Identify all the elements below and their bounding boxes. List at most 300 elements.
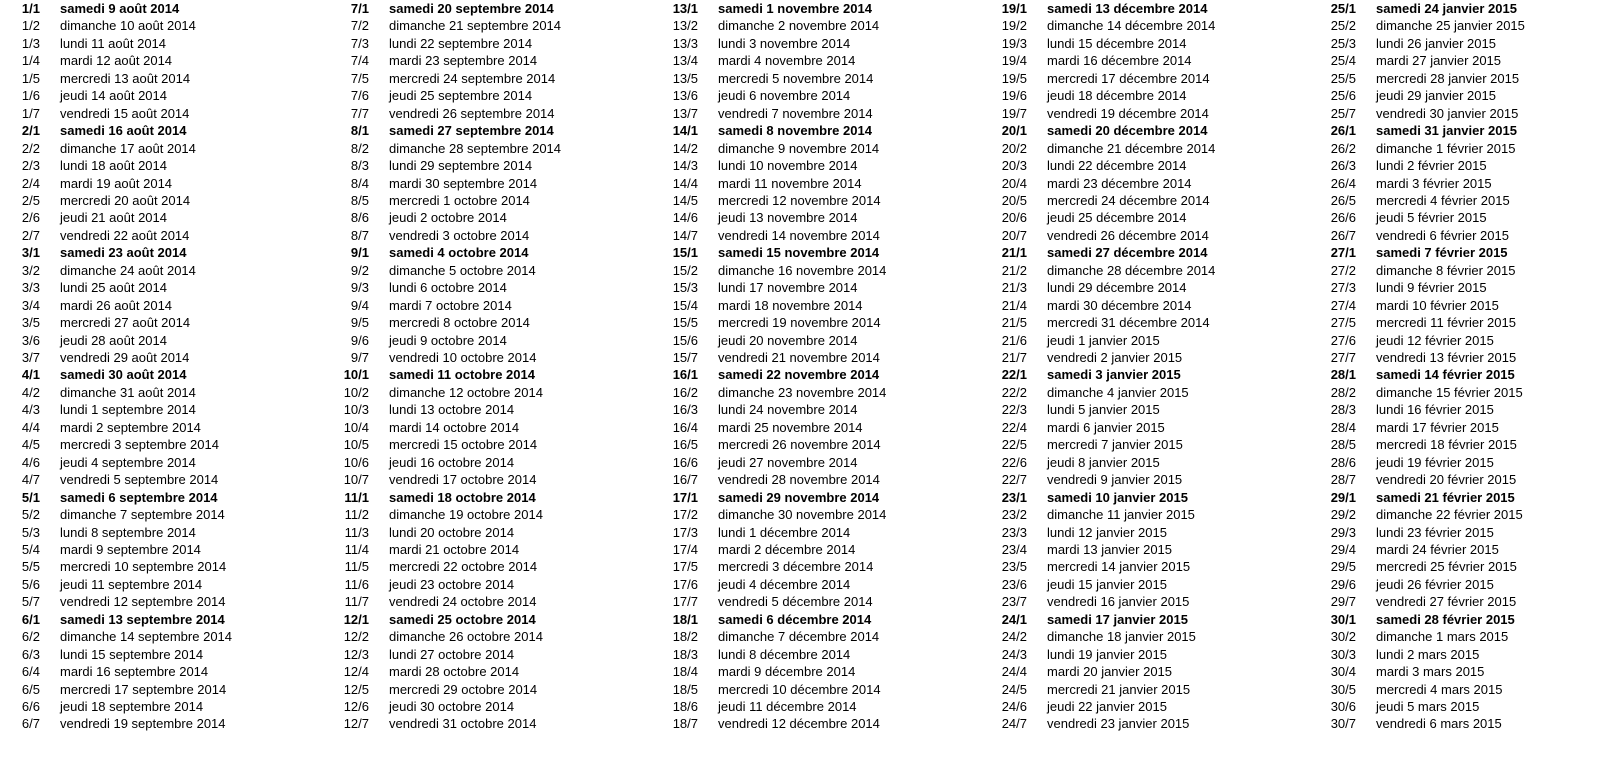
cycle-day-code: 29/6 <box>1330 576 1356 592</box>
calendar-date: jeudi 22 janvier 2015 <box>1047 699 1167 714</box>
schedule-row <box>987 541 1307 559</box>
schedule-row <box>329 646 649 664</box>
schedule-row <box>987 681 1307 699</box>
calendar-date: lundi 9 février 2015 <box>1376 280 1487 296</box>
schedule-row <box>658 244 978 262</box>
cycle-day-code: 12/3 <box>343 646 369 662</box>
schedule-row <box>987 454 1307 472</box>
cycle-day-code: 15/5 <box>672 315 698 331</box>
schedule-row <box>329 244 649 262</box>
cycle-day-code: 17/6 <box>672 576 698 592</box>
calendar-date: dimanche 28 décembre 2014 <box>1047 262 1216 278</box>
cycle-day-code: 23/6 <box>1001 576 1027 592</box>
calendar-date: jeudi 11 décembre 2014 <box>718 699 857 714</box>
schedule-row <box>0 122 320 140</box>
calendar-date: lundi 18 août 2014 <box>60 158 167 174</box>
schedule-row <box>1316 157 1620 175</box>
cycle-day-code: 2/7 <box>21 227 40 243</box>
calendar-date: jeudi 25 septembre 2014 <box>389 88 533 104</box>
schedule-row <box>987 70 1307 88</box>
cycle-day-code: 21/3 <box>1001 280 1027 296</box>
schedule-row <box>1316 558 1620 576</box>
cycle-day-code: 11/7 <box>344 594 369 610</box>
schedule-row <box>658 715 978 733</box>
calendar-date: mercredi 14 janvier 2015 <box>1047 559 1191 575</box>
schedule-row <box>658 52 978 70</box>
calendar-date: mercredi 18 février 2015 <box>1376 437 1517 453</box>
schedule-row <box>0 297 320 315</box>
schedule-row <box>329 349 649 367</box>
cycle-day-code: 13/4 <box>672 53 698 69</box>
calendar-date: mercredi 17 septembre 2014 <box>60 681 227 697</box>
cycle-day-code: 29/2 <box>1330 507 1356 523</box>
schedule-row <box>329 384 649 402</box>
cycle-day-code: 19/7 <box>1001 105 1027 121</box>
cycle-day-code: 1/1 <box>21 1 40 16</box>
calendar-date: mardi 12 août 2014 <box>60 53 173 69</box>
schedule-row <box>987 366 1307 384</box>
cycle-day-code: 24/3 <box>1001 646 1027 662</box>
schedule-row <box>0 70 320 88</box>
cycle-day-code: 26/1 <box>1330 123 1356 139</box>
schedule-row <box>987 140 1307 158</box>
calendar-date: samedi 7 février 2015 <box>1376 245 1508 261</box>
cycle-day-code: 7/6 <box>350 88 369 104</box>
calendar-date: jeudi 13 novembre 2014 <box>718 210 858 226</box>
calendar-date: jeudi 28 août 2014 <box>60 332 167 348</box>
cycle-day-code: 10/2 <box>343 384 369 400</box>
cycle-day-code: 1/5 <box>21 70 40 86</box>
calendar-date: dimanche 7 décembre 2014 <box>718 629 880 645</box>
cycle-day-code: 15/3 <box>672 280 698 296</box>
cycle-day-code: 13/2 <box>672 18 698 34</box>
calendar-date: dimanche 28 septembre 2014 <box>389 140 562 156</box>
schedule-row <box>0 698 320 716</box>
schedule-row <box>0 349 320 367</box>
schedule-row <box>329 593 649 611</box>
schedule-row <box>329 227 649 245</box>
cycle-day-code: 7/2 <box>350 18 369 34</box>
schedule-row <box>658 576 978 594</box>
calendar-date: samedi 8 novembre 2014 <box>718 123 872 139</box>
cycle-day-code: 18/2 <box>672 629 698 645</box>
cycle-day-code: 5/6 <box>21 576 40 592</box>
calendar-date: mardi 21 octobre 2014 <box>389 541 520 557</box>
cycle-day-code: 2/6 <box>21 210 40 226</box>
cycle-day-code: 21/6 <box>1001 332 1027 348</box>
schedule-row <box>0 279 320 297</box>
cycle-day-code: 21/7 <box>1001 350 1027 365</box>
schedule-row <box>0 17 320 35</box>
calendar-date: samedi 6 décembre 2014 <box>718 611 872 627</box>
calendar-date: dimanche 31 août 2014 <box>60 384 196 400</box>
cycle-day-code: 27/6 <box>1330 332 1356 348</box>
cycle-day-code: 28/7 <box>1330 472 1356 488</box>
schedule-row <box>987 384 1307 402</box>
schedule-row <box>1316 227 1620 245</box>
calendar-date: samedi 4 octobre 2014 <box>389 245 529 261</box>
schedule-row <box>0 192 320 210</box>
calendar-date: dimanche 4 janvier 2015 <box>1047 384 1189 400</box>
schedule-row <box>658 35 978 53</box>
cycle-day-code: 29/3 <box>1330 524 1356 540</box>
cycle-day-code: 15/7 <box>672 350 698 365</box>
cycle-day-code: 17/4 <box>672 541 698 557</box>
cycle-day-code: 8/4 <box>350 175 369 191</box>
calendar-date: vendredi 21 novembre 2014 <box>718 350 880 365</box>
cycle-day-code: 24/6 <box>1001 699 1027 714</box>
schedule-row <box>0 593 320 611</box>
schedule-row <box>987 157 1307 175</box>
cycle-day-code: 20/4 <box>1001 175 1027 191</box>
schedule-row <box>658 349 978 367</box>
calendar-date: jeudi 21 août 2014 <box>60 210 167 226</box>
schedule-row <box>658 122 978 140</box>
schedule-row <box>329 314 649 332</box>
calendar-date: jeudi 12 février 2015 <box>1376 332 1494 348</box>
schedule-row <box>329 0 649 18</box>
cycle-day-code: 28/1 <box>1330 367 1356 383</box>
cycle-day-code: 14/4 <box>672 175 698 191</box>
calendar-date: lundi 22 septembre 2014 <box>389 35 533 51</box>
calendar-date: mercredi 29 octobre 2014 <box>389 681 538 697</box>
schedule-row <box>1316 419 1620 437</box>
schedule-row <box>658 436 978 454</box>
calendar-date: mardi 6 janvier 2015 <box>1047 419 1165 435</box>
calendar-date: vendredi 5 décembre 2014 <box>718 594 873 610</box>
calendar-date: lundi 1 décembre 2014 <box>718 524 851 540</box>
calendar-date: lundi 10 novembre 2014 <box>718 158 858 174</box>
cycle-day-code: 19/1 <box>1001 1 1027 16</box>
calendar-date: samedi 25 octobre 2014 <box>389 611 536 627</box>
calendar-date: samedi 24 janvier 2015 <box>1376 1 1517 16</box>
calendar-date: mardi 23 septembre 2014 <box>389 53 538 69</box>
schedule-row <box>329 105 649 123</box>
calendar-date: lundi 11 août 2014 <box>60 35 167 51</box>
cycle-day-code: 22/5 <box>1001 437 1027 453</box>
cycle-day-code: 11/5 <box>344 559 369 575</box>
cycle-day-code: 14/2 <box>672 140 698 156</box>
schedule-row <box>329 279 649 297</box>
calendar-date: dimanche 14 décembre 2014 <box>1047 18 1216 34</box>
cycle-day-code: 22/1 <box>1001 367 1027 383</box>
cycle-day-code: 10/5 <box>343 437 369 453</box>
cycle-day-code: 17/7 <box>672 594 698 610</box>
cycle-day-code: 13/6 <box>672 88 698 104</box>
schedule-row <box>0 454 320 472</box>
schedule-row <box>0 611 320 629</box>
cycle-day-code: 25/1 <box>1330 1 1356 16</box>
calendar-date: samedi 9 août 2014 <box>60 1 180 16</box>
schedule-row <box>0 227 320 245</box>
cycle-day-code: 6/2 <box>21 629 40 645</box>
schedule-row <box>987 698 1307 716</box>
calendar-date: mardi 4 novembre 2014 <box>718 53 856 69</box>
calendar-date: samedi 31 janvier 2015 <box>1376 123 1517 139</box>
calendar-date: mardi 16 décembre 2014 <box>1047 53 1192 69</box>
calendar-date: mardi 9 septembre 2014 <box>60 541 201 557</box>
cycle-day-code: 9/2 <box>350 262 369 278</box>
cycle-day-code: 27/3 <box>1330 280 1356 296</box>
calendar-date: vendredi 9 janvier 2015 <box>1047 472 1183 488</box>
calendar-date: mardi 13 janvier 2015 <box>1047 541 1173 557</box>
schedule-row <box>1316 715 1620 733</box>
calendar-date: lundi 5 janvier 2015 <box>1047 402 1160 418</box>
schedule-row <box>1316 471 1620 489</box>
cycle-day-code: 25/5 <box>1330 70 1356 86</box>
schedule-row <box>987 471 1307 489</box>
schedule-row <box>987 419 1307 437</box>
calendar-date: mardi 10 février 2015 <box>1376 297 1499 313</box>
cycle-day-code: 25/2 <box>1330 18 1356 34</box>
schedule-row <box>987 314 1307 332</box>
schedule-row <box>658 489 978 507</box>
calendar-date: jeudi 20 novembre 2014 <box>718 332 858 348</box>
cycle-day-code: 27/4 <box>1330 297 1356 313</box>
cycle-day-code: 7/5 <box>350 70 369 86</box>
calendar-date: lundi 22 décembre 2014 <box>1047 158 1187 174</box>
cycle-day-code: 22/2 <box>1001 384 1027 400</box>
cycle-day-code: 16/4 <box>672 419 698 435</box>
schedule-row <box>658 454 978 472</box>
cycle-day-code: 18/4 <box>672 664 698 680</box>
calendar-date: samedi 18 octobre 2014 <box>389 489 536 505</box>
calendar-date: mardi 16 septembre 2014 <box>60 664 209 680</box>
cycle-day-code: 2/5 <box>21 192 40 208</box>
cycle-day-code: 28/4 <box>1330 419 1356 435</box>
schedule-row <box>987 52 1307 70</box>
schedule-row <box>1316 384 1620 402</box>
calendar-date: dimanche 10 août 2014 <box>60 18 196 34</box>
calendar-date: dimanche 24 août 2014 <box>60 262 196 278</box>
cycle-day-code: 21/1 <box>1001 245 1027 261</box>
calendar-date: samedi 11 octobre 2014 <box>389 367 535 383</box>
cycle-day-code: 9/6 <box>350 332 369 348</box>
cycle-day-code: 28/2 <box>1330 384 1356 400</box>
schedule-row <box>1316 332 1620 350</box>
cycle-day-code: 28/3 <box>1330 402 1356 418</box>
schedule-row <box>0 506 320 524</box>
cycle-day-code: 9/7 <box>350 350 369 365</box>
cycle-day-code: 9/4 <box>350 297 369 313</box>
cycle-day-code: 28/6 <box>1330 454 1356 470</box>
calendar-date: samedi 15 novembre 2014 <box>718 245 880 261</box>
calendar-date: dimanche 12 octobre 2014 <box>389 384 543 400</box>
cycle-day-code: 14/1 <box>672 123 698 139</box>
schedule-row <box>329 35 649 53</box>
calendar-date: mercredi 20 août 2014 <box>60 192 191 208</box>
cycle-day-code: 6/5 <box>21 681 40 697</box>
cycle-day-code: 12/1 <box>343 611 369 627</box>
calendar-date: jeudi 1 janvier 2015 <box>1047 332 1160 348</box>
cycle-day-code: 19/6 <box>1001 88 1027 104</box>
calendar-date: jeudi 11 septembre 2014 <box>60 576 203 592</box>
cycle-day-code: 21/5 <box>1001 315 1027 331</box>
cycle-day-code: 18/3 <box>672 646 698 662</box>
schedule-row <box>658 506 978 524</box>
schedule-row <box>987 192 1307 210</box>
calendar-date: dimanche 7 septembre 2014 <box>60 507 225 523</box>
calendar-date: samedi 16 août 2014 <box>60 123 187 139</box>
cycle-day-code: 6/3 <box>21 646 40 662</box>
calendar-date: lundi 24 novembre 2014 <box>718 402 858 418</box>
cycle-day-code: 20/3 <box>1001 158 1027 174</box>
calendar-date: mercredi 27 août 2014 <box>60 315 191 331</box>
cycle-day-code: 20/5 <box>1001 192 1027 208</box>
cycle-day-code: 25/6 <box>1330 88 1356 104</box>
cycle-day-code: 5/7 <box>21 594 40 610</box>
calendar-date: samedi 6 septembre 2014 <box>60 489 218 505</box>
schedule-row <box>987 227 1307 245</box>
calendar-date: mardi 30 septembre 2014 <box>389 175 538 191</box>
cycle-day-code: 3/4 <box>21 297 40 313</box>
cycle-day-code: 27/1 <box>1330 245 1356 261</box>
cycle-day-code: 1/4 <box>21 53 40 69</box>
cycle-day-code: 25/3 <box>1330 35 1356 51</box>
schedule-row <box>0 384 320 402</box>
schedule-row <box>1316 52 1620 70</box>
cycle-day-code: 25/4 <box>1330 53 1356 69</box>
calendar-date: vendredi 12 septembre 2014 <box>60 594 226 610</box>
schedule-row <box>658 541 978 559</box>
schedule-row <box>1316 192 1620 210</box>
calendar-date: jeudi 4 décembre 2014 <box>718 576 851 592</box>
schedule-row <box>1316 524 1620 542</box>
schedule-row <box>658 419 978 437</box>
schedule-row <box>987 401 1307 419</box>
cycle-day-code: 11/3 <box>344 524 369 540</box>
cycle-day-code: 10/6 <box>343 454 369 470</box>
calendar-date: vendredi 13 février 2015 <box>1376 350 1517 365</box>
schedule-row <box>658 157 978 175</box>
cycle-day-code: 30/5 <box>1330 681 1356 697</box>
schedule-row <box>0 209 320 227</box>
schedule-row <box>987 489 1307 507</box>
calendar-date: jeudi 8 janvier 2015 <box>1047 454 1160 470</box>
calendar-date: mardi 18 novembre 2014 <box>718 297 863 313</box>
schedule-row <box>0 52 320 70</box>
cycle-day-code: 6/4 <box>21 664 40 680</box>
cycle-day-code: 15/2 <box>672 262 698 278</box>
calendar-date: lundi 23 février 2015 <box>1376 524 1494 540</box>
cycle-day-code: 4/2 <box>21 384 40 400</box>
calendar-date: mardi 25 novembre 2014 <box>718 419 863 435</box>
calendar-date: dimanche 1 février 2015 <box>1376 140 1516 156</box>
calendar-date: vendredi 6 mars 2015 <box>1376 716 1502 732</box>
calendar-date: jeudi 9 octobre 2014 <box>389 332 507 348</box>
calendar-date: vendredi 28 novembre 2014 <box>718 472 880 488</box>
schedule-row <box>1316 576 1620 594</box>
schedule-row <box>329 454 649 472</box>
calendar-date: dimanche 25 janvier 2015 <box>1376 18 1525 34</box>
cycle-day-code: 4/6 <box>21 454 40 470</box>
schedule-row <box>987 105 1307 123</box>
calendar-date: jeudi 15 janvier 2015 <box>1047 576 1167 592</box>
calendar-date: mardi 30 décembre 2014 <box>1047 297 1192 313</box>
schedule-row <box>1316 489 1620 507</box>
schedule-row <box>987 646 1307 664</box>
calendar-date: mercredi 24 septembre 2014 <box>389 70 556 86</box>
schedule-row <box>0 401 320 419</box>
calendar-date: vendredi 17 octobre 2014 <box>389 472 537 488</box>
schedule-row <box>0 35 320 53</box>
cycle-day-code: 1/6 <box>21 88 40 104</box>
calendar-date: samedi 14 février 2015 <box>1376 367 1515 383</box>
cycle-day-code: 26/3 <box>1330 158 1356 174</box>
cycle-day-code: 16/1 <box>672 367 698 383</box>
cycle-day-code: 9/1 <box>350 245 369 261</box>
schedule-row <box>0 541 320 559</box>
cycle-day-code: 6/1 <box>21 611 40 627</box>
cycle-day-code: 26/6 <box>1330 210 1356 226</box>
calendar-date: mercredi 10 décembre 2014 <box>718 681 881 697</box>
cycle-day-code: 17/1 <box>672 489 698 505</box>
calendar-date: lundi 12 janvier 2015 <box>1047 524 1167 540</box>
calendar-date: dimanche 14 septembre 2014 <box>60 629 233 645</box>
cycle-day-code: 21/4 <box>1001 297 1027 313</box>
schedule-row <box>0 489 320 507</box>
calendar-date: lundi 19 janvier 2015 <box>1047 646 1167 662</box>
calendar-date: dimanche 16 novembre 2014 <box>718 262 887 278</box>
schedule-row <box>329 297 649 315</box>
schedule-row <box>987 279 1307 297</box>
cycle-day-code: 14/3 <box>672 158 698 174</box>
schedule-row <box>658 140 978 158</box>
cycle-day-code: 20/6 <box>1001 210 1027 226</box>
schedule-row <box>658 279 978 297</box>
schedule-row <box>658 646 978 664</box>
cycle-day-code: 4/7 <box>21 472 40 488</box>
calendar-date: mardi 28 octobre 2014 <box>389 664 520 680</box>
calendar-date: lundi 29 septembre 2014 <box>389 158 533 174</box>
schedule-row <box>329 175 649 193</box>
calendar-date: jeudi 14 août 2014 <box>60 88 167 104</box>
cycle-day-code: 26/2 <box>1330 140 1356 156</box>
cycle-day-code: 19/3 <box>1001 35 1027 51</box>
cycle-day-code: 16/6 <box>672 454 698 470</box>
cycle-day-code: 30/2 <box>1330 629 1356 645</box>
calendar-date: mercredi 22 octobre 2014 <box>389 559 538 575</box>
cycle-day-code: 3/1 <box>21 245 40 261</box>
schedule-row <box>987 17 1307 35</box>
cycle-day-code: 1/7 <box>21 105 40 121</box>
calendar-date: dimanche 5 octobre 2014 <box>389 262 536 278</box>
calendar-date: mardi 9 décembre 2014 <box>718 664 856 680</box>
schedule-row <box>1316 349 1620 367</box>
calendar-date: vendredi 26 décembre 2014 <box>1047 227 1209 243</box>
schedule-row <box>658 314 978 332</box>
calendar-date: vendredi 2 janvier 2015 <box>1047 350 1183 365</box>
schedule-row <box>658 175 978 193</box>
calendar-date: lundi 25 août 2014 <box>60 280 167 296</box>
calendar-date: vendredi 27 février 2015 <box>1376 594 1517 610</box>
calendar-date: jeudi 16 octobre 2014 <box>389 454 515 470</box>
cycle-day-code: 4/1 <box>21 367 40 383</box>
cycle-day-code: 24/4 <box>1001 664 1027 680</box>
calendar-date: lundi 17 novembre 2014 <box>718 280 858 296</box>
calendar-date: dimanche 9 novembre 2014 <box>718 140 880 156</box>
schedule-row <box>1316 262 1620 280</box>
cycle-day-code: 12/5 <box>343 681 369 697</box>
calendar-date: vendredi 12 décembre 2014 <box>718 716 880 732</box>
cycle-day-code: 17/3 <box>672 524 698 540</box>
schedule-row <box>987 715 1307 733</box>
calendar-date: mardi 2 septembre 2014 <box>60 419 201 435</box>
calendar-date: jeudi 5 mars 2015 <box>1376 699 1480 714</box>
cycle-day-code: 12/7 <box>343 716 369 732</box>
calendar-date: lundi 8 septembre 2014 <box>60 524 196 540</box>
cycle-day-code: 23/5 <box>1001 559 1027 575</box>
